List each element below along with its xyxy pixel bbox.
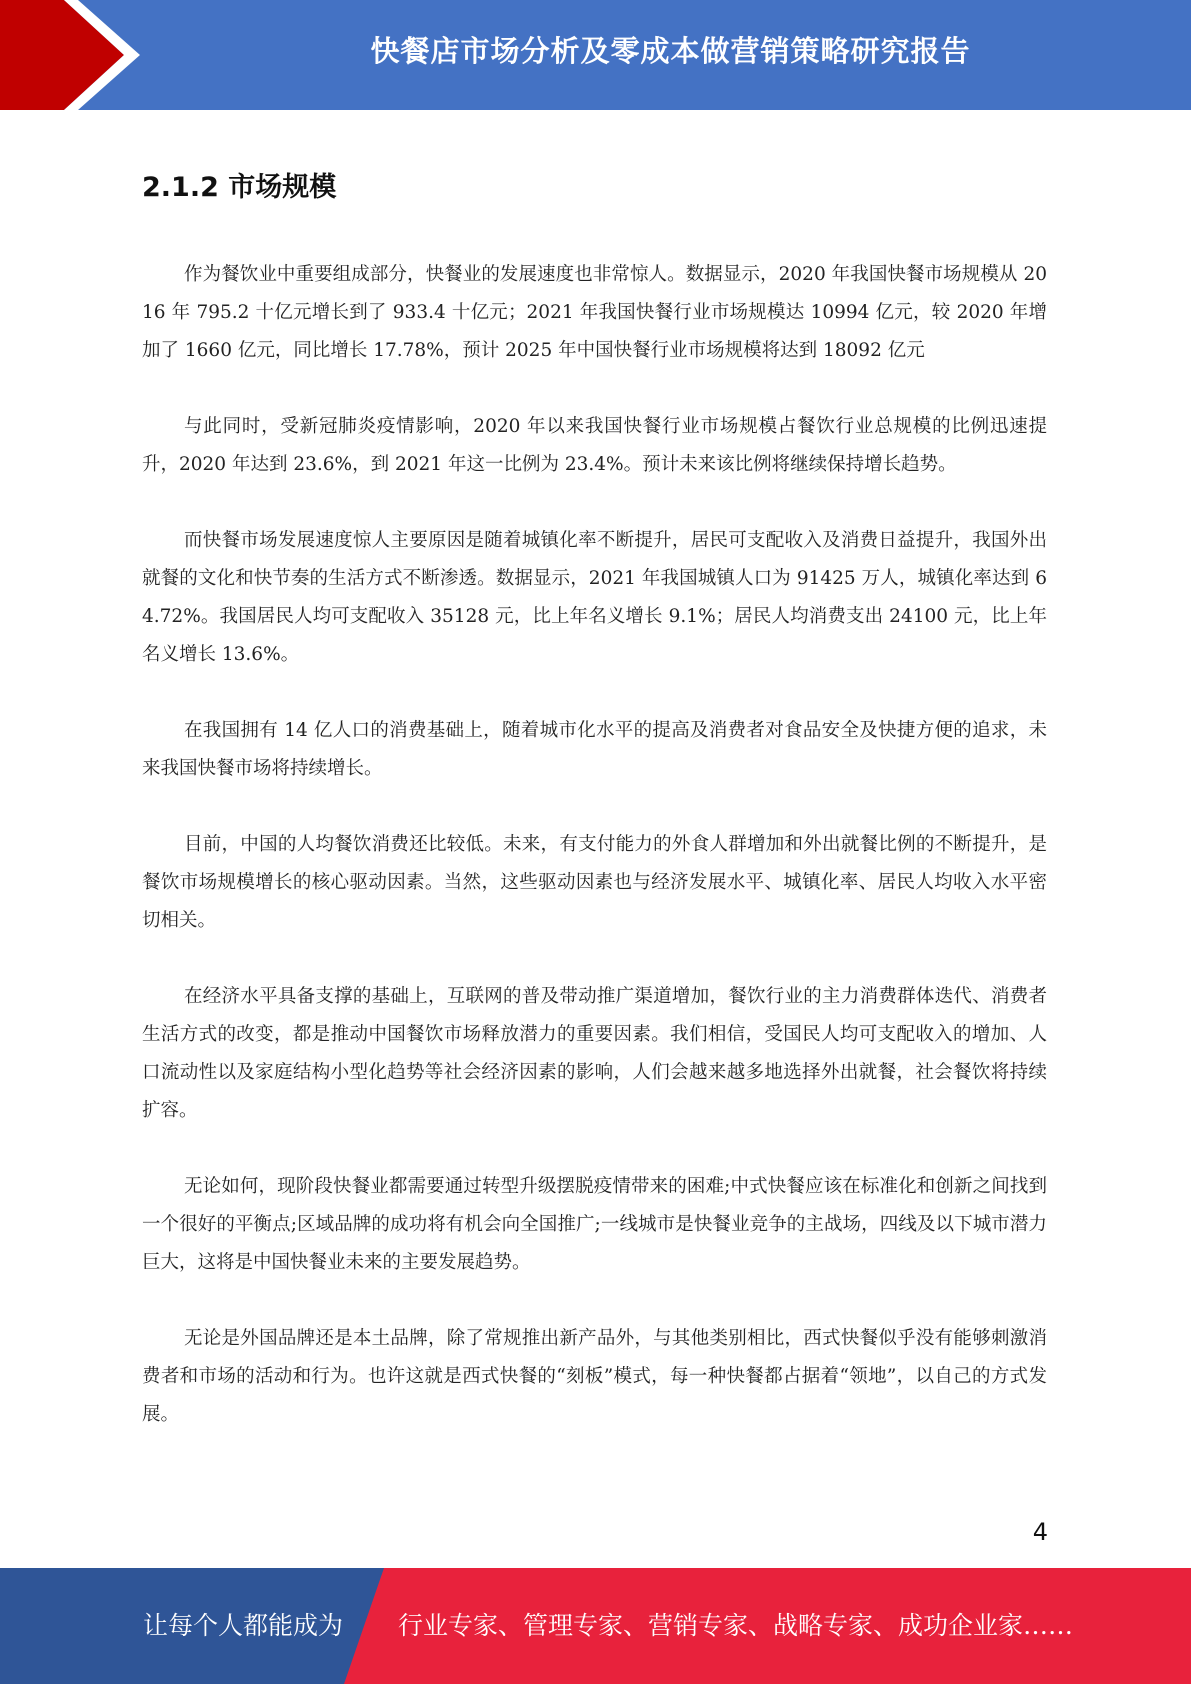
- body-paragraph-6: 在经济水平具备支撑的基础上，互联网的普及带动推广渠道增加，餐饮行业的主力消费群体迭代、消费者生活方式的改变，都是推动中国餐饮市场释放潜力的重要因素。我们相信，受国民人均可支配收入的增加、人口流动性以及家庭结构小型化趋势等社会经济因素的影响，人们会越来越多地选择外出就餐，社会餐饮将持续扩容。: [142, 986, 1047, 1121]
- body-paragraph-1: 作为餐饮业中重要组成部分，快餐业的发展速度也非常惊人。数据显示，2020 年我国快餐市场规模从 2016 年 795.2 十亿元增长到了 933.4 十亿元；2021 年我国快餐行业市场规模达 10994 亿元，较 2020 年增加了 1660 亿元，同比增长 17.78%，预计 2025 年中国快餐行业市场规模将达到 18092 亿元: [142, 264, 1047, 361]
- body-paragraph-2: 与此同时，受新冠肺炎疫情影响，2020 年以来我国快餐行业市场规模占餐饮行业总规模的比例迅速提升，2020 年达到 23.6%，到 2021 年这一比例为 23.4%。预计未来该比例将继续保持增长趋势。: [142, 416, 1047, 475]
- body-paragraph-3: 而快餐市场发展速度惊人主要原因是随着城镇化率不断提升，居民可支配收入及消费日益提升，我国外出就餐的文化和快节奏的生活方式不断渗透。数据显示，2021 年我国城镇人口为 91425 万人，城镇化率达到 64.72%。我国居民人均可支配收入 35128 元，比上年名义增长 9.1%；居民人均消费支出 24100 元，比上年名义增长 13.6%。: [142, 530, 1047, 665]
- header-arrow-decoration: [0, 0, 160, 110]
- body-paragraph-5: 目前，中国的人均餐饮消费还比较低。未来，有支付能力的外食人群增加和外出就餐比例的不断提升，是餐饮市场规模增长的核心驱动因素。当然，这些驱动因素也与经济发展水平、城镇化率、居民人均收入水平密切相关。: [142, 834, 1047, 931]
- report-title: 快餐店市场分析及零成本做营销策略研究报告: [370, 34, 971, 68]
- page-number: 4: [1032, 1518, 1048, 1546]
- footer-slogan-right: 行业专家、管理专家、营销专家、战略专家、成功企业家……: [398, 1611, 1074, 1640]
- page-header-banner: [0, 0, 1191, 110]
- body-paragraph-4: 在我国拥有 14 亿人口的消费基础上，随着城市化水平的提高及消费者对食品安全及快捷方便的追求，未来我国快餐市场将持续增长。: [142, 720, 1047, 779]
- footer-slogan-left: 让每个人都能成为: [143, 1611, 344, 1640]
- page-footer-banner: [0, 1568, 1191, 1684]
- body-paragraph-8: 无论是外国品牌还是本土品牌，除了常规推出新产品外，与其他类别相比，西式快餐似乎没有能够刺激消费者和市场的活动和行为。也许这就是西式快餐的“刻板”模式，每一种快餐都占据着“领地”，以自己的方式发展。: [142, 1328, 1047, 1425]
- section-heading: 2.1.2 市场规模: [142, 172, 337, 203]
- page-content: [142, 160, 1047, 1472]
- body-paragraph-7: 无论如何，现阶段快餐业都需要通过转型升级摆脱疫情带来的困难;中式快餐应该在标准化和创新之间找到一个很好的平衡点;区域品牌的成功将有机会向全国推广;一线城市是快餐业竞争的主战场，四线及以下城市潜力巨大，这将是中国快餐业未来的主要发展趋势。: [142, 1176, 1047, 1273]
